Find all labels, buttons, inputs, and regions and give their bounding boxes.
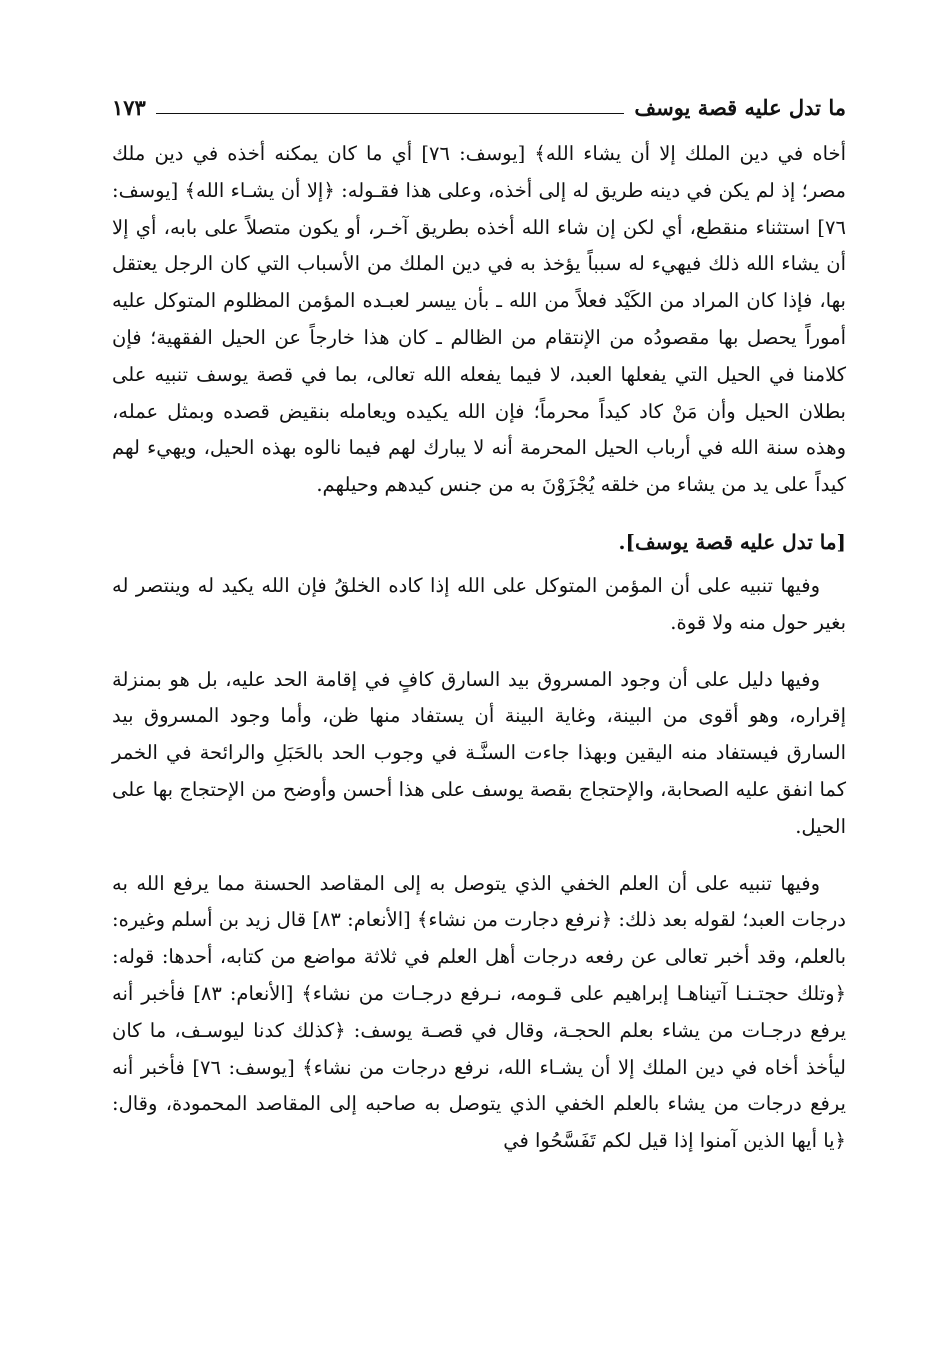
paragraph-tawakkul: وفيها تنبيه على أن المؤمن المتوكل على الله إذا كاده الخلقُ فإن الله يكيد له وينتصر له بغير حول منه ولا قوة. <box>112 573 846 634</box>
running-header-title: ما تدل عليه قصة يوسف <box>634 95 846 120</box>
header-rule <box>156 113 625 114</box>
running-header <box>112 80 846 120</box>
paragraph-gap <box>112 504 846 524</box>
paragraph-gap <box>112 846 846 866</box>
body-text <box>112 136 846 1160</box>
continuation-paragraph: أخاه في دين الملك إلا أن يشاء الله﴾ [يوسف: ٧٦] أي ما كان يمكنه أخذه في دين ملك مصر؛ إذ لم يكن في دينه طريق له إلى أخذه، وعلى هذا فقـوله: ﴿إلا أن يشـاء الله﴾ [يوسف: ٧٦] استثناء منقطع، أي لكن إن شاء الله أخذه بطريق آخـر، أو يكون متصلاً على بابه، أي إلا أن يشاء الله ذلك فيهيء له سبباً يؤخذ به في دين الملك من الأسباب التي كان الرجل يعتقل بها، فإذا كان المراد من الكَيْد فعلاً من الله ـ بأن ييسر لعبـده المؤمن المظلوم المتوكل عليه أموراً يحصل بها مقصودُه من الإنتقام من الظالم ـ كان هذا خارجاً عن الحيل الفقهية؛ فإن كلامنا في الحيل التي يفعلها العبد، لا فيما يفعله الله تعالى، بما في قصة يوسف تنبيه على بطلان الحيل وأن مَنْ كاد كيداً محرماً؛ فإن الله يكيده ويعامله بنقيض قصده وبمثل عمله، وهذه سنة الله في أرباب الحيل المحرمة أنه لا يبارك لهم فيما نالوه بهذه الحيل، ويهيء لهم كيداً على يد من يشاء من خلقه يُجْزَوْنَ به من جنس كيدهم وحيلهم. <box>112 142 847 497</box>
paragraph-gap <box>112 642 846 662</box>
paragraph-theft-evidence: وفيها دليل على أن وجود المسروق بيد السارق كافٍ في إقامة الحد عليه، بل هو بمنزلة إقراره، وهو أقوى من البينة، وغاية البينة أن يستفاد منها ظن، وأما وجود المسروق بيد السارق فيستفاد منه اليقين وبهذا جاءت السنَّـة في وجوب الحد بالحَبَلِ والرائحة في الخمر كما انفق عليه الصحابة، والإحتجاج بقصة يوسف على هذا أحسن وأوضح من الإحتجاج بها على الحيل. <box>112 667 846 838</box>
paragraph-hidden-knowledge: وفيها تنبيه على أن العلم الخفي الذي يتوصل به إلى المقاصد الحسنة مما يرفع الله به درجات العبد؛ لقوله بعد ذلك: ﴿نرفع دجارت من نشاء﴾ [الأنعام: ٨٣] قال زيد بن أسلم وغيره: بالعلم، وقد أخبر تعالى عن رفعه درجات أهل العلم في ثلاثة مواضع من كتابه، أحدها: قوله: ﴿وتلك حجتـنـا آتيناهـا إبراهيم على قـومه، نـرفع درجـات من نشاء﴾ [الأنعام: ٨٣] فأخبر أنه يرفع درجـات من يشاء بعلم الحجـة، وقال في قصـة يوسف: ﴿كذلك كدنا ليوسـف، ما كان ليأخذ أخاه في دين الملك إلا أن يشـاء الله، نرفع درجات من نشاء﴾ [يوسف: ٧٦] فأخبر أنه يرفع درجات من يشاء بالعلم الخفي الذي يتوصل به صاحبه إلى المقاصد المحمودة، وقال: ﴿يا أيها الذين آمنوا إذا قيل لكم تَفَسَّحُوا في <box>112 871 847 1153</box>
page-number: ١٧٣ <box>112 95 146 120</box>
section-heading: [ما تدل عليه قصة يوسف]. <box>618 529 846 554</box>
heading-gap <box>112 560 846 568</box>
book-page <box>112 80 846 1350</box>
